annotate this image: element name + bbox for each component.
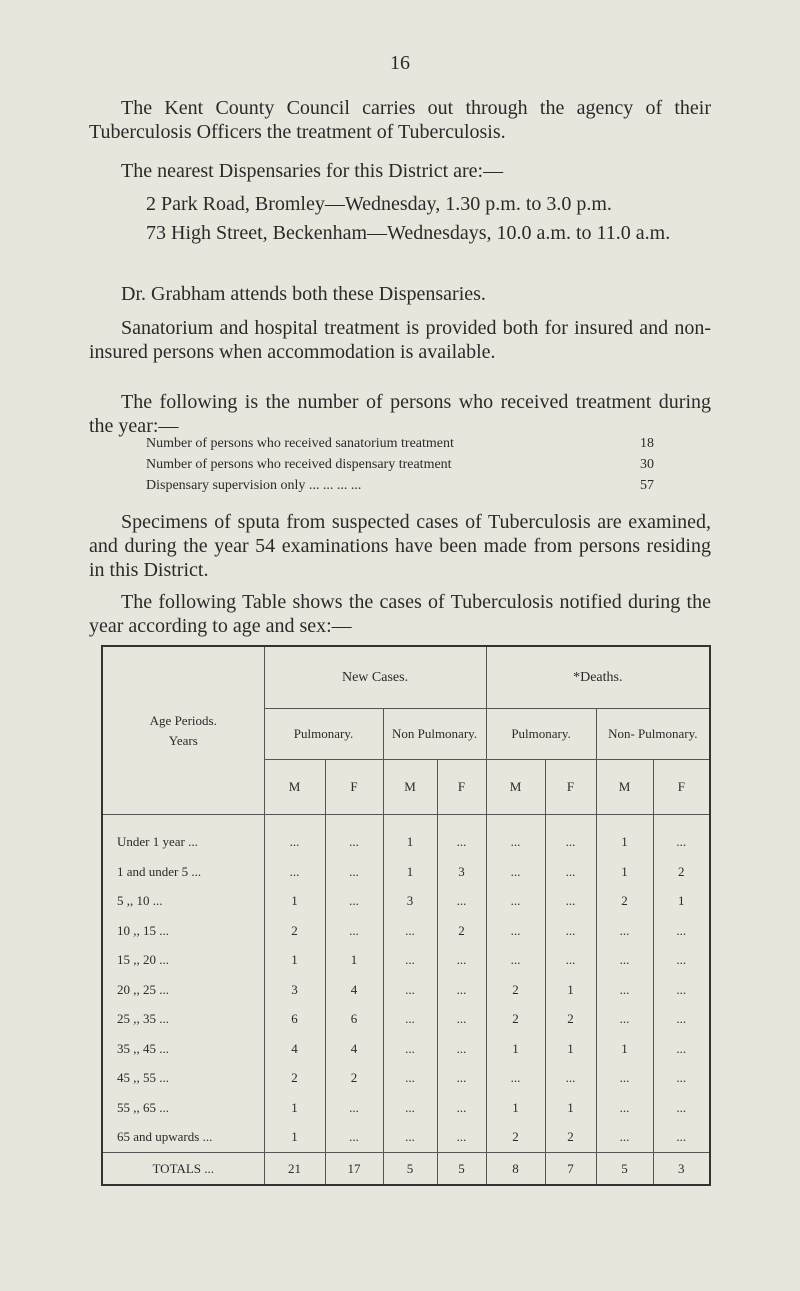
- table-row: [102, 857, 710, 887]
- value-cell: 3: [437, 857, 486, 887]
- age-period-cell: 65 and upwards ...: [102, 1123, 264, 1153]
- value-cell: 2: [545, 1123, 596, 1153]
- value-cell: ...: [325, 916, 383, 946]
- value-cell: ...: [596, 1005, 653, 1035]
- address-bromley: 2 Park Road, Bromley—Wednesday, 1.30 p.m. to 3.0 p.m.: [146, 193, 612, 215]
- value-cell: ...: [264, 827, 325, 857]
- table-row: [102, 1005, 710, 1035]
- value-cell: ...: [545, 945, 596, 975]
- value-cell: 3: [383, 886, 437, 916]
- value-cell: 6: [325, 1005, 383, 1035]
- value-cell: ...: [383, 1093, 437, 1123]
- value-cell: 2: [596, 886, 653, 916]
- value-cell: ...: [383, 975, 437, 1005]
- new-cases-header: New Cases.: [264, 646, 486, 709]
- treatment-label: Number of persons who received sanatorium treatment: [146, 436, 454, 451]
- value-cell: ...: [383, 916, 437, 946]
- spacer-row: [102, 815, 710, 828]
- col-f: F: [545, 760, 596, 815]
- total-cell: 3: [653, 1153, 710, 1185]
- address-beckenham: 73 High Street, Beckenham—Wednesdays, 10.0 a.m. to 11.0 a.m.: [146, 222, 671, 244]
- col-m: M: [486, 760, 545, 815]
- totals-row: [102, 1153, 710, 1185]
- value-cell: 4: [325, 975, 383, 1005]
- value-cell: ...: [596, 1123, 653, 1153]
- value-cell: ...: [437, 886, 486, 916]
- value-cell: 4: [264, 1034, 325, 1064]
- table-row: [102, 1064, 710, 1094]
- treatment-label: Number of persons who received dispensary treatment: [146, 457, 452, 472]
- value-cell: ...: [545, 916, 596, 946]
- value-cell: 1: [383, 857, 437, 887]
- col-m: M: [264, 760, 325, 815]
- value-cell: ...: [653, 1093, 710, 1123]
- age-period-cell: 15 ,, 20 ...: [102, 945, 264, 975]
- value-cell: ...: [653, 975, 710, 1005]
- total-cell: 5: [596, 1153, 653, 1185]
- age-period-cell: 55 ,, 65 ...: [102, 1093, 264, 1123]
- table-row: [102, 1123, 710, 1153]
- value-cell: ...: [383, 945, 437, 975]
- value-cell: ...: [596, 1093, 653, 1123]
- value-cell: ...: [437, 1005, 486, 1035]
- value-cell: ...: [486, 886, 545, 916]
- table-row: [102, 1093, 710, 1123]
- value-cell: ...: [653, 1064, 710, 1094]
- treatment-label: Dispensary supervision only ... ... ... ...: [146, 478, 362, 493]
- total-cell: 8: [486, 1153, 545, 1185]
- table-body: [102, 815, 710, 1186]
- col-f: F: [437, 760, 486, 815]
- value-cell: ...: [383, 1034, 437, 1064]
- value-cell: 2: [486, 1123, 545, 1153]
- value-cell: 1: [486, 1034, 545, 1064]
- page-number: 16: [390, 52, 410, 74]
- treatment-row: [146, 457, 654, 477]
- table-row: [102, 945, 710, 975]
- total-cell: 7: [545, 1153, 596, 1185]
- value-cell: 6: [264, 1005, 325, 1035]
- value-cell: ...: [486, 1064, 545, 1094]
- age-period-cell: 10 ,, 15 ...: [102, 916, 264, 946]
- value-cell: ...: [596, 975, 653, 1005]
- value-cell: ...: [653, 916, 710, 946]
- value-cell: ...: [437, 1093, 486, 1123]
- col-f: F: [653, 760, 710, 815]
- paragraph-sanatorium: Sanatorium and hospital treatment is provided both for insured and non-insured persons when accommodation is available.: [89, 317, 711, 363]
- value-cell: ...: [545, 857, 596, 887]
- value-cell: ...: [545, 827, 596, 857]
- paragraph-dispensaries: The nearest Dispensaries for this District are:—: [121, 160, 504, 182]
- value-cell: 1: [264, 1093, 325, 1123]
- value-cell: ...: [437, 1123, 486, 1153]
- new-pulmonary-header: Pulmonary.: [264, 709, 383, 760]
- value-cell: ...: [325, 1093, 383, 1123]
- treatment-row: [146, 478, 654, 498]
- value-cell: 2: [264, 1064, 325, 1094]
- value-cell: ...: [437, 827, 486, 857]
- value-cell: ...: [437, 945, 486, 975]
- value-cell: ...: [486, 916, 545, 946]
- value-cell: ...: [325, 827, 383, 857]
- value-cell: ...: [437, 1034, 486, 1064]
- age-period-cell: Under 1 year ...: [102, 827, 264, 857]
- treatment-value: 57: [640, 478, 654, 493]
- treatment-value: 30: [640, 457, 654, 472]
- value-cell: ...: [596, 945, 653, 975]
- paragraph-table-intro: The following Table shows the cases of Tuberculosis notified during the year according to age and sex:—: [89, 591, 711, 637]
- value-cell: 1: [545, 1034, 596, 1064]
- age-period-cell: 1 and under 5 ...: [102, 857, 264, 887]
- value-cell: ...: [383, 1123, 437, 1153]
- value-cell: 2: [264, 916, 325, 946]
- paragraph-sputa: Specimens of sputa from suspected cases of Tuberculosis are examined, and during the year 54 examinations have been made from persons residing in this District.: [89, 511, 711, 581]
- age-period-cell: 5 ,, 10 ...: [102, 886, 264, 916]
- value-cell: 2: [545, 1005, 596, 1035]
- value-cell: 1: [653, 886, 710, 916]
- value-cell: 1: [545, 975, 596, 1005]
- value-cell: ...: [653, 1034, 710, 1064]
- treatment-value: 18: [640, 436, 654, 451]
- value-cell: ...: [325, 857, 383, 887]
- value-cell: ...: [653, 1005, 710, 1035]
- value-cell: ...: [383, 1064, 437, 1094]
- tuberculosis-table: [101, 645, 711, 1186]
- paragraph-intro: The Kent County Council carries out through the agency of their Tuberculosis Officers the treatment of Tuberculosis.: [89, 97, 711, 143]
- paragraph-grabham: Dr. Grabham attends both these Dispensaries.: [121, 283, 486, 305]
- value-cell: 1: [596, 857, 653, 887]
- value-cell: 1: [596, 827, 653, 857]
- table-row: [102, 886, 710, 916]
- value-cell: 2: [486, 1005, 545, 1035]
- value-cell: 1: [325, 945, 383, 975]
- value-cell: 3: [264, 975, 325, 1005]
- age-period-cell: 45 ,, 55 ...: [102, 1064, 264, 1094]
- paragraph-treatment-intro: The following is the number of persons who received treatment during the year:—: [89, 391, 711, 437]
- total-cell: 17: [325, 1153, 383, 1185]
- value-cell: 1: [596, 1034, 653, 1064]
- age-periods-label: Age Periods.: [149, 712, 217, 728]
- age-period-cell: 25 ,, 35 ...: [102, 1005, 264, 1035]
- deaths-header: *Deaths.: [486, 646, 710, 709]
- value-cell: ...: [596, 916, 653, 946]
- value-cell: 1: [486, 1093, 545, 1123]
- value-cell: 1: [264, 886, 325, 916]
- value-cell: ...: [545, 886, 596, 916]
- value-cell: ...: [437, 975, 486, 1005]
- value-cell: ...: [437, 1064, 486, 1094]
- value-cell: ...: [653, 1123, 710, 1153]
- value-cell: ...: [383, 1005, 437, 1035]
- value-cell: 2: [325, 1064, 383, 1094]
- age-period-cell: 20 ,, 25 ...: [102, 975, 264, 1005]
- years-label: Years: [168, 732, 198, 748]
- col-m: M: [596, 760, 653, 815]
- deaths-non-pulmonary-header: Non- Pulmonary.: [596, 709, 710, 760]
- table-row: [102, 1034, 710, 1064]
- value-cell: 1: [545, 1093, 596, 1123]
- value-cell: 2: [653, 857, 710, 887]
- value-cell: ...: [596, 1064, 653, 1094]
- col-f: F: [325, 760, 383, 815]
- treatment-row: [146, 436, 654, 456]
- value-cell: ...: [653, 945, 710, 975]
- value-cell: ...: [325, 1123, 383, 1153]
- value-cell: ...: [264, 857, 325, 887]
- value-cell: 1: [264, 1123, 325, 1153]
- value-cell: ...: [545, 1064, 596, 1094]
- total-cell: 5: [437, 1153, 486, 1185]
- value-cell: ...: [486, 945, 545, 975]
- total-cell: 21: [264, 1153, 325, 1185]
- table-row: [102, 975, 710, 1005]
- totals-label: TOTALS ...: [102, 1153, 264, 1185]
- value-cell: 2: [437, 916, 486, 946]
- new-non-pulmonary-header: Non Pulmonary.: [383, 709, 486, 760]
- age-periods-header: [102, 646, 264, 815]
- value-cell: ...: [486, 827, 545, 857]
- value-cell: ...: [653, 827, 710, 857]
- deaths-pulmonary-header: Pulmonary.: [486, 709, 596, 760]
- value-cell: ...: [325, 886, 383, 916]
- total-cell: 5: [383, 1153, 437, 1185]
- value-cell: 1: [264, 945, 325, 975]
- table-row: [102, 916, 710, 946]
- age-period-cell: 35 ,, 45 ...: [102, 1034, 264, 1064]
- value-cell: 4: [325, 1034, 383, 1064]
- value-cell: 1: [383, 827, 437, 857]
- table-row: [102, 827, 710, 857]
- value-cell: ...: [486, 857, 545, 887]
- col-m: M: [383, 760, 437, 815]
- value-cell: 2: [486, 975, 545, 1005]
